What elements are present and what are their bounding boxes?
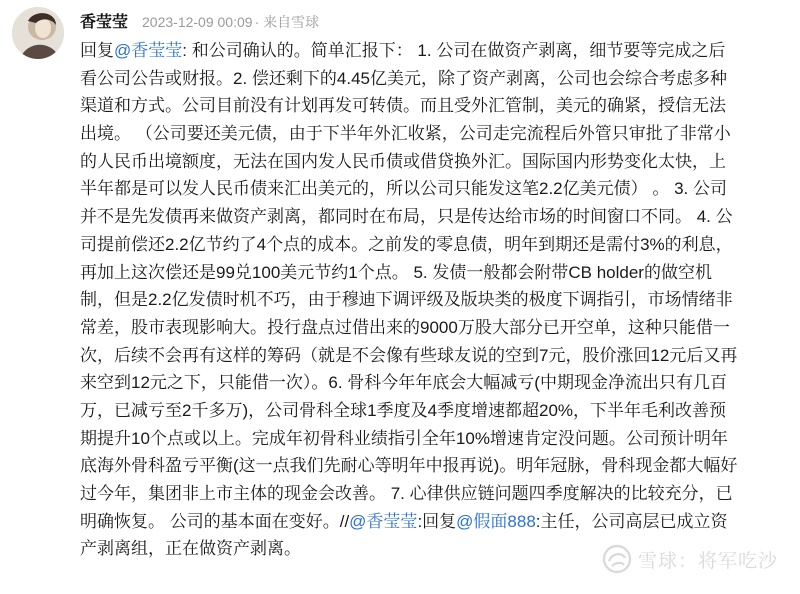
post-text: 的人民币出境额度，无法在国内发人民币债或借贷换外汇。国际国内形势变化太快，上 <box>80 151 726 171</box>
post-text: 过今年，集团非上市主体的现金会改善。 7. 心律供应链问题四季度解决的比较充分，已 <box>80 484 733 503</box>
post-timestamp: 2023-12-09 00:09 <box>142 14 253 30</box>
post-text: :主任，公司高层已成立资 <box>535 511 728 531</box>
post-text-line <box>80 148 782 176</box>
post-text: 出境。 （公司要还美元债，由于下半年外汇收紧，公司走完流程后外管只审批了非常小 <box>80 124 731 144</box>
post-text: 再加上这次偿还是99兑100美元节约1个点。 5. 发债一般都会附带CB holder的做空机 <box>80 262 712 282</box>
avatar[interactable] <box>12 7 64 59</box>
post-text: 产剥离组，正在做资产剥离。 <box>80 539 301 559</box>
post-text: 万，已减亏至2千多万)，公司骨科全球1季度及4季度增速都超20%，下半年毛利改善预 <box>80 400 727 420</box>
post-text: 司提前偿还2.2亿节约了4个点的成本。之前发的零息债，明年到期还是需付3%的利息， <box>80 234 733 254</box>
post-text-line <box>80 286 782 314</box>
post-text-line <box>80 37 782 65</box>
post-meta <box>142 12 319 32</box>
post-text-line <box>80 314 782 342</box>
mention-link[interactable]: @假面888 <box>456 511 536 531</box>
post-text: 渠道和方式。公司目前没有计划再发可转债。而且受外汇管制，美元的确紧，授信无法 <box>80 96 726 116</box>
post-text-line <box>80 342 782 370</box>
post-text: 并不是先发债再来做资产剥离，都同时在布局，只是传达给市场的时间窗口不同。 4. 公 <box>80 207 733 227</box>
post-text-line <box>80 452 782 480</box>
post-header <box>80 9 319 29</box>
post-text-line <box>80 203 782 231</box>
post-text: 回复 <box>80 41 114 60</box>
post-body <box>80 37 782 563</box>
post-text: 明确恢复。 公司的基本面在变好。// <box>80 511 350 531</box>
post-text: :回复 <box>417 511 457 531</box>
post-text: : 和公司确认的。简单汇报下： 1. 公司在做资产剥离，细节要等完成之后 <box>182 41 726 60</box>
post-text: 制，但是2.2亿发债时机不巧，由于穆迪下调评级及版块类的极度下调指引，市场情绪非 <box>80 290 733 310</box>
post-text-line <box>80 92 782 120</box>
post-text-line <box>80 120 782 148</box>
post-text: 期提升10个点或以上。完成年初骨科业绩指引全年10%增速肯定没问题。公司预计明年 <box>80 428 728 448</box>
post-text-line <box>80 259 782 287</box>
snowball-logo-icon <box>602 544 632 574</box>
mention-link[interactable]: @香莹莹 <box>114 41 183 60</box>
post-text-line <box>80 508 782 536</box>
post-text: 半年都是可以发人民币债来汇出美元的，所以公司只能发这笔2.2亿美元债） 。 3. 公司 <box>80 179 727 199</box>
post-text-line <box>80 480 782 508</box>
post-text-line <box>80 231 782 259</box>
post-text-line <box>80 397 782 425</box>
post-source: · 来自雪球 <box>254 14 320 30</box>
post-text: 底海外骨科盈亏平衡(这一点我们先耐心等明年中报再说)。明年冠脉，骨科现金都大幅好 <box>80 456 738 476</box>
post-text: 次，后续不会再有这样的筹码（就是不会像有些球友说的空到7元，股价涨回12元后又再 <box>80 345 738 365</box>
mention-link[interactable]: @香莹莹 <box>349 511 418 531</box>
watermark-text: 雪球：将军吃沙 <box>637 550 778 572</box>
post-text: 看公司公告或财报。2. 偿还剩下的4.45亿美元，除了资产剥离，公司也会综合考虑多种 <box>80 68 727 88</box>
watermark <box>602 544 778 574</box>
post-text-line <box>80 425 782 453</box>
post-text-line <box>80 369 782 397</box>
post-text-line <box>80 65 782 93</box>
author-name[interactable]: 香莹莹 <box>80 14 129 31</box>
post-text: 来空到12元之下，只能借一次）。6. 骨科今年年底会大幅减亏(中期现金净流出只有几百 <box>80 373 727 393</box>
post-text: 常差，股市表现影响大。投行盘点过借出来的9000万股大部分已开空单，这种只能借一 <box>80 317 730 337</box>
post-text-line <box>80 175 782 203</box>
